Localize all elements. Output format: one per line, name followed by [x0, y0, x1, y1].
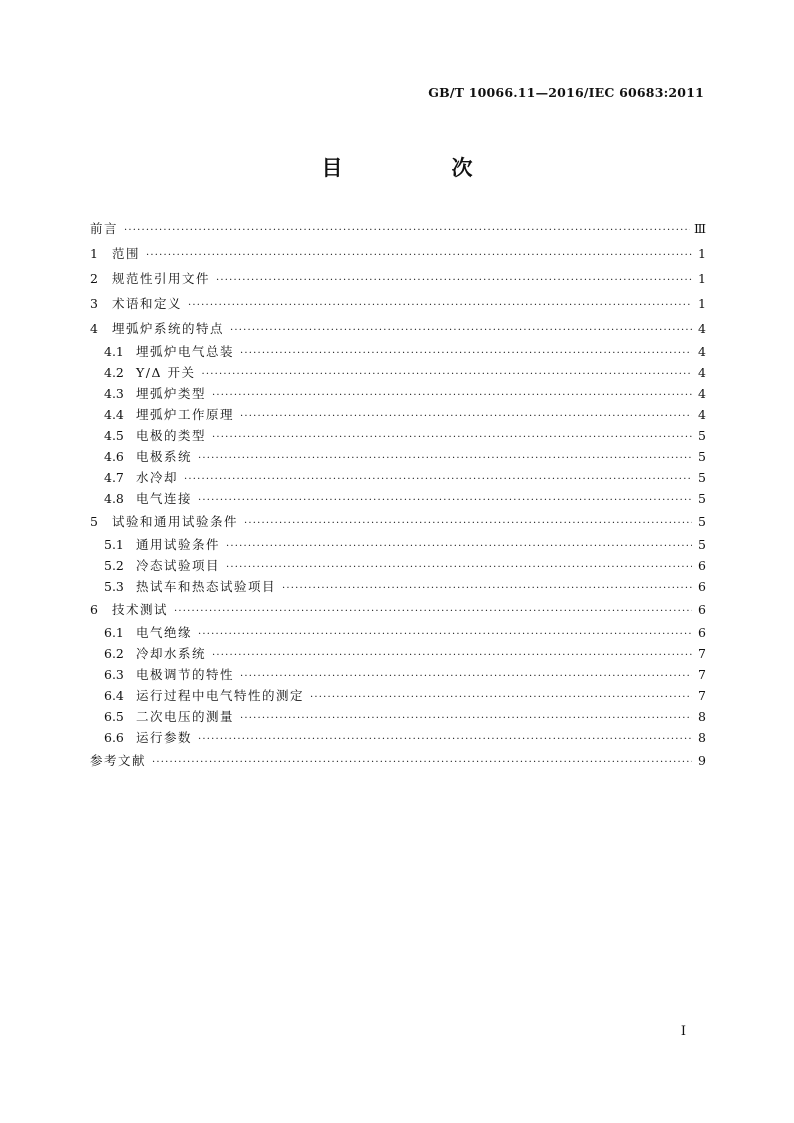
toc-entry-number: 6.1 [104, 625, 124, 640]
toc-entry-number: 6.3 [104, 667, 124, 682]
toc-entry[interactable] [90, 341, 706, 362]
toc-entry-number: 2 [90, 271, 98, 286]
toc-entry-page: 4 [698, 321, 706, 336]
toc-entry-page: Ⅲ [693, 221, 706, 236]
toc-dot-leader [240, 343, 692, 364]
toc-entry-label: 电极调节的特性 [136, 667, 235, 682]
toc-dot-leader [212, 427, 692, 448]
toc-entry[interactable] [90, 685, 706, 706]
toc-entry-page: 6 [698, 579, 706, 594]
toc-entry-number: 6.4 [104, 688, 124, 703]
toc-entry-number: 4.6 [104, 449, 124, 464]
toc-dot-leader [226, 536, 692, 557]
toc-entry-label: 术语和定义 [112, 296, 183, 311]
toc-dot-leader [212, 385, 692, 406]
toc-entry-label: 水冷却 [136, 470, 179, 485]
toc-entry-page: 1 [698, 271, 706, 286]
toc-entry-page: 6 [698, 558, 706, 573]
toc-dot-leader [216, 268, 692, 293]
toc-entry-page: 5 [698, 449, 706, 464]
toc-entry-number: 4.2 [104, 365, 124, 380]
toc-entry-page: 4 [698, 365, 706, 380]
toc-entry-number: 4.1 [104, 344, 124, 359]
toc-entry-number: 5.1 [104, 537, 124, 552]
toc-dot-leader [240, 666, 692, 687]
toc-dot-leader [240, 708, 692, 729]
toc-entry-page: 5 [698, 537, 706, 552]
toc-entry-number: 4 [90, 321, 98, 336]
toc-dot-leader [124, 218, 690, 243]
toc-entry-number: 5.3 [104, 579, 124, 594]
toc-entry-page: 9 [698, 753, 706, 768]
toc-dot-leader [146, 243, 692, 268]
toc-dot-leader [188, 293, 692, 318]
toc-entry-page: 5 [698, 428, 706, 443]
toc-entry-label: 埋弧炉系统的特点 [112, 321, 225, 336]
toc-entry[interactable] [90, 664, 706, 685]
toc-entry-label: Y/Δ 开关 [136, 365, 196, 380]
toc-entry-label: 参考文献 [90, 753, 147, 768]
toc-entry-label: 冷却水系统 [136, 646, 207, 661]
toc-entry-number: 5 [90, 514, 98, 529]
toc-entry[interactable] [90, 534, 706, 555]
toc-entry[interactable] [90, 488, 706, 509]
toc-entry-label: 埋弧炉工作原理 [136, 407, 235, 422]
toc-entry-number: 4.3 [104, 386, 124, 401]
toc-entry-label: 规范性引用文件 [112, 271, 211, 286]
toc-entry-page: 4 [698, 407, 706, 422]
toc-dot-leader [226, 557, 692, 578]
toc-entry-number: 6.6 [104, 730, 124, 745]
toc-dot-leader [198, 729, 692, 750]
toc-entry-page: 5 [698, 470, 706, 485]
toc-entry[interactable] [90, 241, 706, 266]
toc-entry-number: 3 [90, 296, 98, 311]
toc-entry[interactable] [90, 748, 706, 773]
toc-entry-label: 电气连接 [136, 491, 193, 506]
toc-entry[interactable] [90, 555, 706, 576]
toc-entry-label: 埋弧炉电气总装 [136, 344, 235, 359]
toc-entry[interactable] [90, 362, 706, 383]
toc-dot-leader [198, 448, 692, 469]
toc-entry-label: 技术测试 [112, 602, 169, 617]
toc-entry-label: 范围 [112, 246, 141, 261]
toc-entry-label: 前言 [90, 221, 119, 236]
toc-entry-number: 6.2 [104, 646, 124, 661]
toc-entry-page: 8 [698, 709, 706, 724]
toc-entry-page: 7 [698, 646, 706, 661]
toc-dot-leader [198, 490, 692, 511]
standard-code: GB/T 10066.11—2016/IEC 60683:2011 [428, 85, 704, 100]
toc-dot-leader [282, 578, 692, 599]
toc-entry-label: 电极的类型 [136, 428, 207, 443]
toc-dot-leader [230, 318, 692, 343]
toc-dot-leader [174, 599, 692, 624]
toc-entry-page: 1 [698, 246, 706, 261]
toc-entry-page: 5 [698, 491, 706, 506]
toc-entry-page: 7 [698, 688, 706, 703]
page-number: I [680, 1024, 686, 1039]
toc-entry[interactable] [90, 216, 706, 241]
toc-entry[interactable] [90, 467, 706, 488]
toc-entry-page: 4 [698, 386, 706, 401]
toc-dot-leader [201, 364, 692, 385]
toc-entry-number: 4.7 [104, 470, 124, 485]
toc-dot-leader [198, 624, 692, 645]
toc-entry[interactable] [90, 622, 706, 643]
toc-entry-label: 运行参数 [136, 730, 193, 745]
toc-entry-label: 通用试验条件 [136, 537, 221, 552]
toc-dot-leader [184, 469, 692, 490]
toc-entry-label: 热试车和热态试验项目 [136, 579, 277, 594]
toc-entry-page: 6 [698, 602, 706, 617]
toc-entry-number: 5.2 [104, 558, 124, 573]
toc-entry[interactable] [90, 425, 706, 446]
toc-dot-leader [212, 645, 692, 666]
toc-entry-number: 4.5 [104, 428, 124, 443]
toc-entry[interactable] [90, 316, 706, 341]
toc-entry[interactable] [90, 446, 706, 467]
toc-entry-page: 5 [698, 514, 706, 529]
toc-entry[interactable] [90, 383, 706, 404]
toc-dot-leader [152, 750, 692, 775]
toc-entry-label: 埋弧炉类型 [136, 386, 207, 401]
toc-entry-label: 试验和通用试验条件 [112, 514, 239, 529]
toc-entry-label: 运行过程中电气特性的测定 [136, 688, 305, 703]
table-of-contents [90, 216, 706, 773]
toc-entry-page: 8 [698, 730, 706, 745]
toc-entry[interactable] [90, 706, 706, 727]
toc-dot-leader [240, 406, 692, 427]
toc-dot-leader [310, 687, 692, 708]
toc-entry[interactable] [90, 576, 706, 597]
toc-entry[interactable] [90, 727, 706, 748]
toc-entry-page: 6 [698, 625, 706, 640]
toc-entry[interactable] [90, 266, 706, 291]
toc-entry-number: 6.5 [104, 709, 124, 724]
toc-entry[interactable] [90, 404, 706, 425]
toc-entry-number: 4.8 [104, 491, 124, 506]
toc-dot-leader [244, 511, 692, 536]
toc-entry-number: 6 [90, 602, 98, 617]
toc-entry-number: 4.4 [104, 407, 124, 422]
toc-entry-label: 电气绝缘 [136, 625, 193, 640]
toc-entry[interactable] [90, 291, 706, 316]
toc-entry[interactable] [90, 643, 706, 664]
toc-entry-label: 冷态试验项目 [136, 558, 221, 573]
toc-entry[interactable] [90, 597, 706, 622]
toc-entry-page: 4 [698, 344, 706, 359]
toc-entry[interactable] [90, 509, 706, 534]
toc-entry-label: 二次电压的测量 [136, 709, 235, 724]
toc-entry-page: 7 [698, 667, 706, 682]
toc-entry-label: 电极系统 [136, 449, 193, 464]
page-title: 目 次 [321, 156, 517, 180]
toc-entry-number: 1 [90, 246, 98, 261]
toc-entry-page: 1 [698, 296, 706, 311]
